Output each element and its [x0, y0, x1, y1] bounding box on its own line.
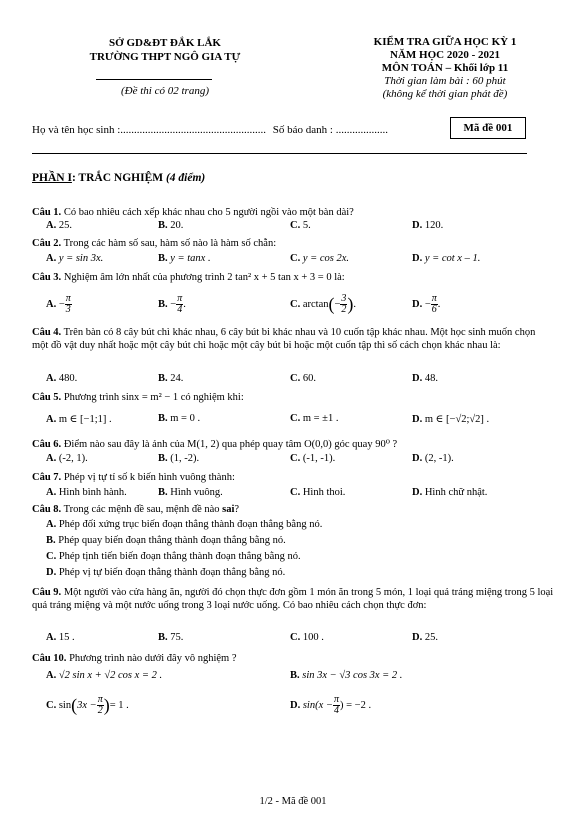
option-d: D. m ∈ [−√2;√2] . [412, 414, 490, 425]
student-id-field: Số báo danh : ................... [272, 124, 388, 136]
question-8: Câu 8. Trong các mệnh đề sau, mệnh đề nào sai? [32, 504, 240, 515]
option-a: A. y = sin 3x. [46, 253, 104, 264]
option-a: A. − $\frac{\pi}{3}$ [46, 293, 71, 315]
option-c: C. Hình thoi. [290, 487, 346, 498]
option-c: C. y = cos 2x. [290, 253, 349, 264]
exam-time: Thời gian làm bài : 60 phút [384, 75, 506, 87]
pages-note: (Đề thi có 02 trang) [121, 85, 209, 97]
option-c: C. (-1, -1). [290, 453, 336, 464]
time-note: (không kể thời gian phát đề) [382, 88, 508, 100]
question-text: Một người vào cửa hàng ăn, người đó chọn thực đơn gồm 1 món ăn trong 5 món, 1 loại quả tráng miệng trong 5 loại quả tráng miệng và một nước uống trong 3 loại nước uống. Có bao nhiêu cách chọn thực đơn: [32, 587, 554, 611]
exam-code-box: Mã đề 001 [450, 117, 526, 139]
part-points: (4 điểm) [165, 172, 206, 184]
option-a: A. √2 sin x + √2 cos x = 2 . [46, 670, 163, 681]
option-a: A. 15 . [46, 632, 75, 643]
option-d: D. 25. [412, 632, 438, 643]
option-d: D. − $\frac{\pi}{6}$ . [412, 293, 441, 315]
school-name: TRƯỜNG THPT NGÔ GIA TỰ [89, 51, 241, 63]
option-c: C. m = ±1 . [290, 413, 339, 424]
option-b: B. sin 3x − √3 cos 3x = 2 . [290, 670, 403, 681]
option-d: D. y = cot x – 1. [412, 253, 481, 264]
part-title: : TRẮC NGHIỆM [71, 172, 164, 184]
option-d: D. (2, -1). [412, 453, 454, 464]
option-b: B. 20. [158, 220, 184, 231]
question-1 [32, 206, 554, 219]
option-b: B. m = 0 . [158, 413, 201, 424]
option-b: B. y = tanx . [158, 253, 211, 264]
question-number: Câu 9. [32, 587, 62, 598]
statement-b: B. Phép quay biến đoạn thẳng thành đoạn thẳng bằng nó. [46, 535, 286, 546]
option-d: D. sin(x − $\frac{\pi}{4}$ ) = −2 . [290, 694, 372, 716]
option-a: A. Hình bình hành. [46, 487, 127, 498]
question-text: Phương trình sinx = m² − 1 có nghiệm khi: [63, 392, 244, 403]
option-a: A. m ∈ [−1;1] . [46, 414, 112, 425]
option-c: C. arctan(− $\frac{3}{2}$ ). [290, 293, 357, 315]
question-number: Câu 8. [32, 504, 62, 515]
question-text: Điểm nào sau đây là ảnh của M(1, 2) qua phép quay tâm O(0,0) góc quay 90⁰ ? [63, 439, 398, 450]
subject: MÔN TOÁN – Khối lớp 11 [381, 62, 509, 74]
part-heading [32, 172, 205, 184]
option-b: B. 75. [158, 632, 184, 643]
header-rule [32, 153, 527, 154]
option-b: B. 24. [158, 373, 184, 384]
statement-a: A. Phép đối xứng trục biến đoạn thẳng thành đoạn thẳng bằng nó. [46, 519, 323, 530]
question-number: Câu 4. [32, 327, 62, 338]
question-2 [32, 237, 554, 250]
option-d: D. Hình chữ nhật. [412, 487, 488, 498]
question-9 [32, 586, 554, 612]
part-label: PHẦN I [32, 172, 72, 184]
question-number: Câu 5. [32, 392, 62, 403]
option-b: B. − $\frac{\pi}{4}$ . [158, 293, 186, 315]
exam-header [330, 36, 560, 101]
option-d: D. 48. [412, 373, 438, 384]
question-emphasis: sai [222, 504, 235, 515]
option-a: A. 480. [46, 373, 78, 384]
option-a: A. (-2, 1). [46, 453, 88, 464]
question-10 [32, 652, 554, 665]
question-6 [32, 438, 554, 451]
question-4 [32, 326, 554, 352]
option-c: C. 60. [290, 373, 316, 384]
option-c: C. 100 . [290, 632, 324, 643]
question-7 [32, 471, 554, 484]
statement-d: D. Phép vị tự biến đoạn thẳng thành đoạn thẳng bằng nó. [46, 567, 286, 578]
option-c: C. 5. [290, 220, 311, 231]
question-number: Câu 2. [32, 238, 62, 249]
question-text: Có bao nhiêu cách xếp khác nhau cho 5 người ngồi vào một bàn dài? [63, 207, 354, 218]
option-a: A. 25. [46, 220, 72, 231]
exam-title: KIỂM TRA GIỮA HỌC KỲ 1 [373, 36, 517, 48]
school-year: NĂM HỌC 2020 - 2021 [390, 49, 500, 61]
student-name-field: Họ và tên học sinh :..................................................... [32, 124, 267, 136]
question-number: Câu 3. [32, 272, 62, 283]
question-5 [32, 391, 554, 404]
question-number: Câu 6. [32, 439, 62, 450]
question-text: Trên bàn có 8 cây bút chì khác nhau, 6 cây bút bi khác nhau và 10 cuốn tập khác nhau. Một học sinh muốn chọn một đồ vật duy nhất hoặc một cây bút chì hoặc một cây bút bi hoặc một cuốn tập thì số cách chọn khác nhau là: [32, 327, 536, 351]
statement-c: C. Phép tịnh tiến biến đoạn thẳng thành đoạn thẳng bằng nó. [46, 551, 301, 562]
school-header [40, 36, 290, 98]
option-c: C. sin(3x − $\frac{\pi}{2}$ )= 1 . [46, 694, 129, 716]
header-divider-left [96, 79, 212, 80]
page-footer: 1/2 - Mã đề 001 [259, 796, 327, 807]
department-name: SỞ GD&ĐT ĐẮK LẮK [109, 37, 221, 49]
question-text: Nghiệm âm lớn nhất của phương trình 2 tan² x + 5 tan x + 3 = 0 là: [63, 272, 345, 283]
option-d: D. 120. [412, 220, 444, 231]
question-text: Trong các mệnh đề sau, mệnh đề nào [63, 504, 220, 515]
option-b: B. (1, -2). [158, 453, 200, 464]
option-b: B. Hình vuông. [158, 487, 223, 498]
question-number: Câu 10. [32, 653, 67, 664]
question-number: Câu 1. [32, 207, 62, 218]
question-text: Phép vị tự tỉ số k biến hình vuông thành: [63, 472, 235, 483]
question-text: Phương trình nào dưới đây vô nghiệm ? [69, 653, 237, 664]
question-3 [32, 271, 554, 284]
question-text: Trong các hàm số sau, hàm số nào là hàm số chẵn: [63, 238, 277, 249]
question-number: Câu 7. [32, 472, 62, 483]
